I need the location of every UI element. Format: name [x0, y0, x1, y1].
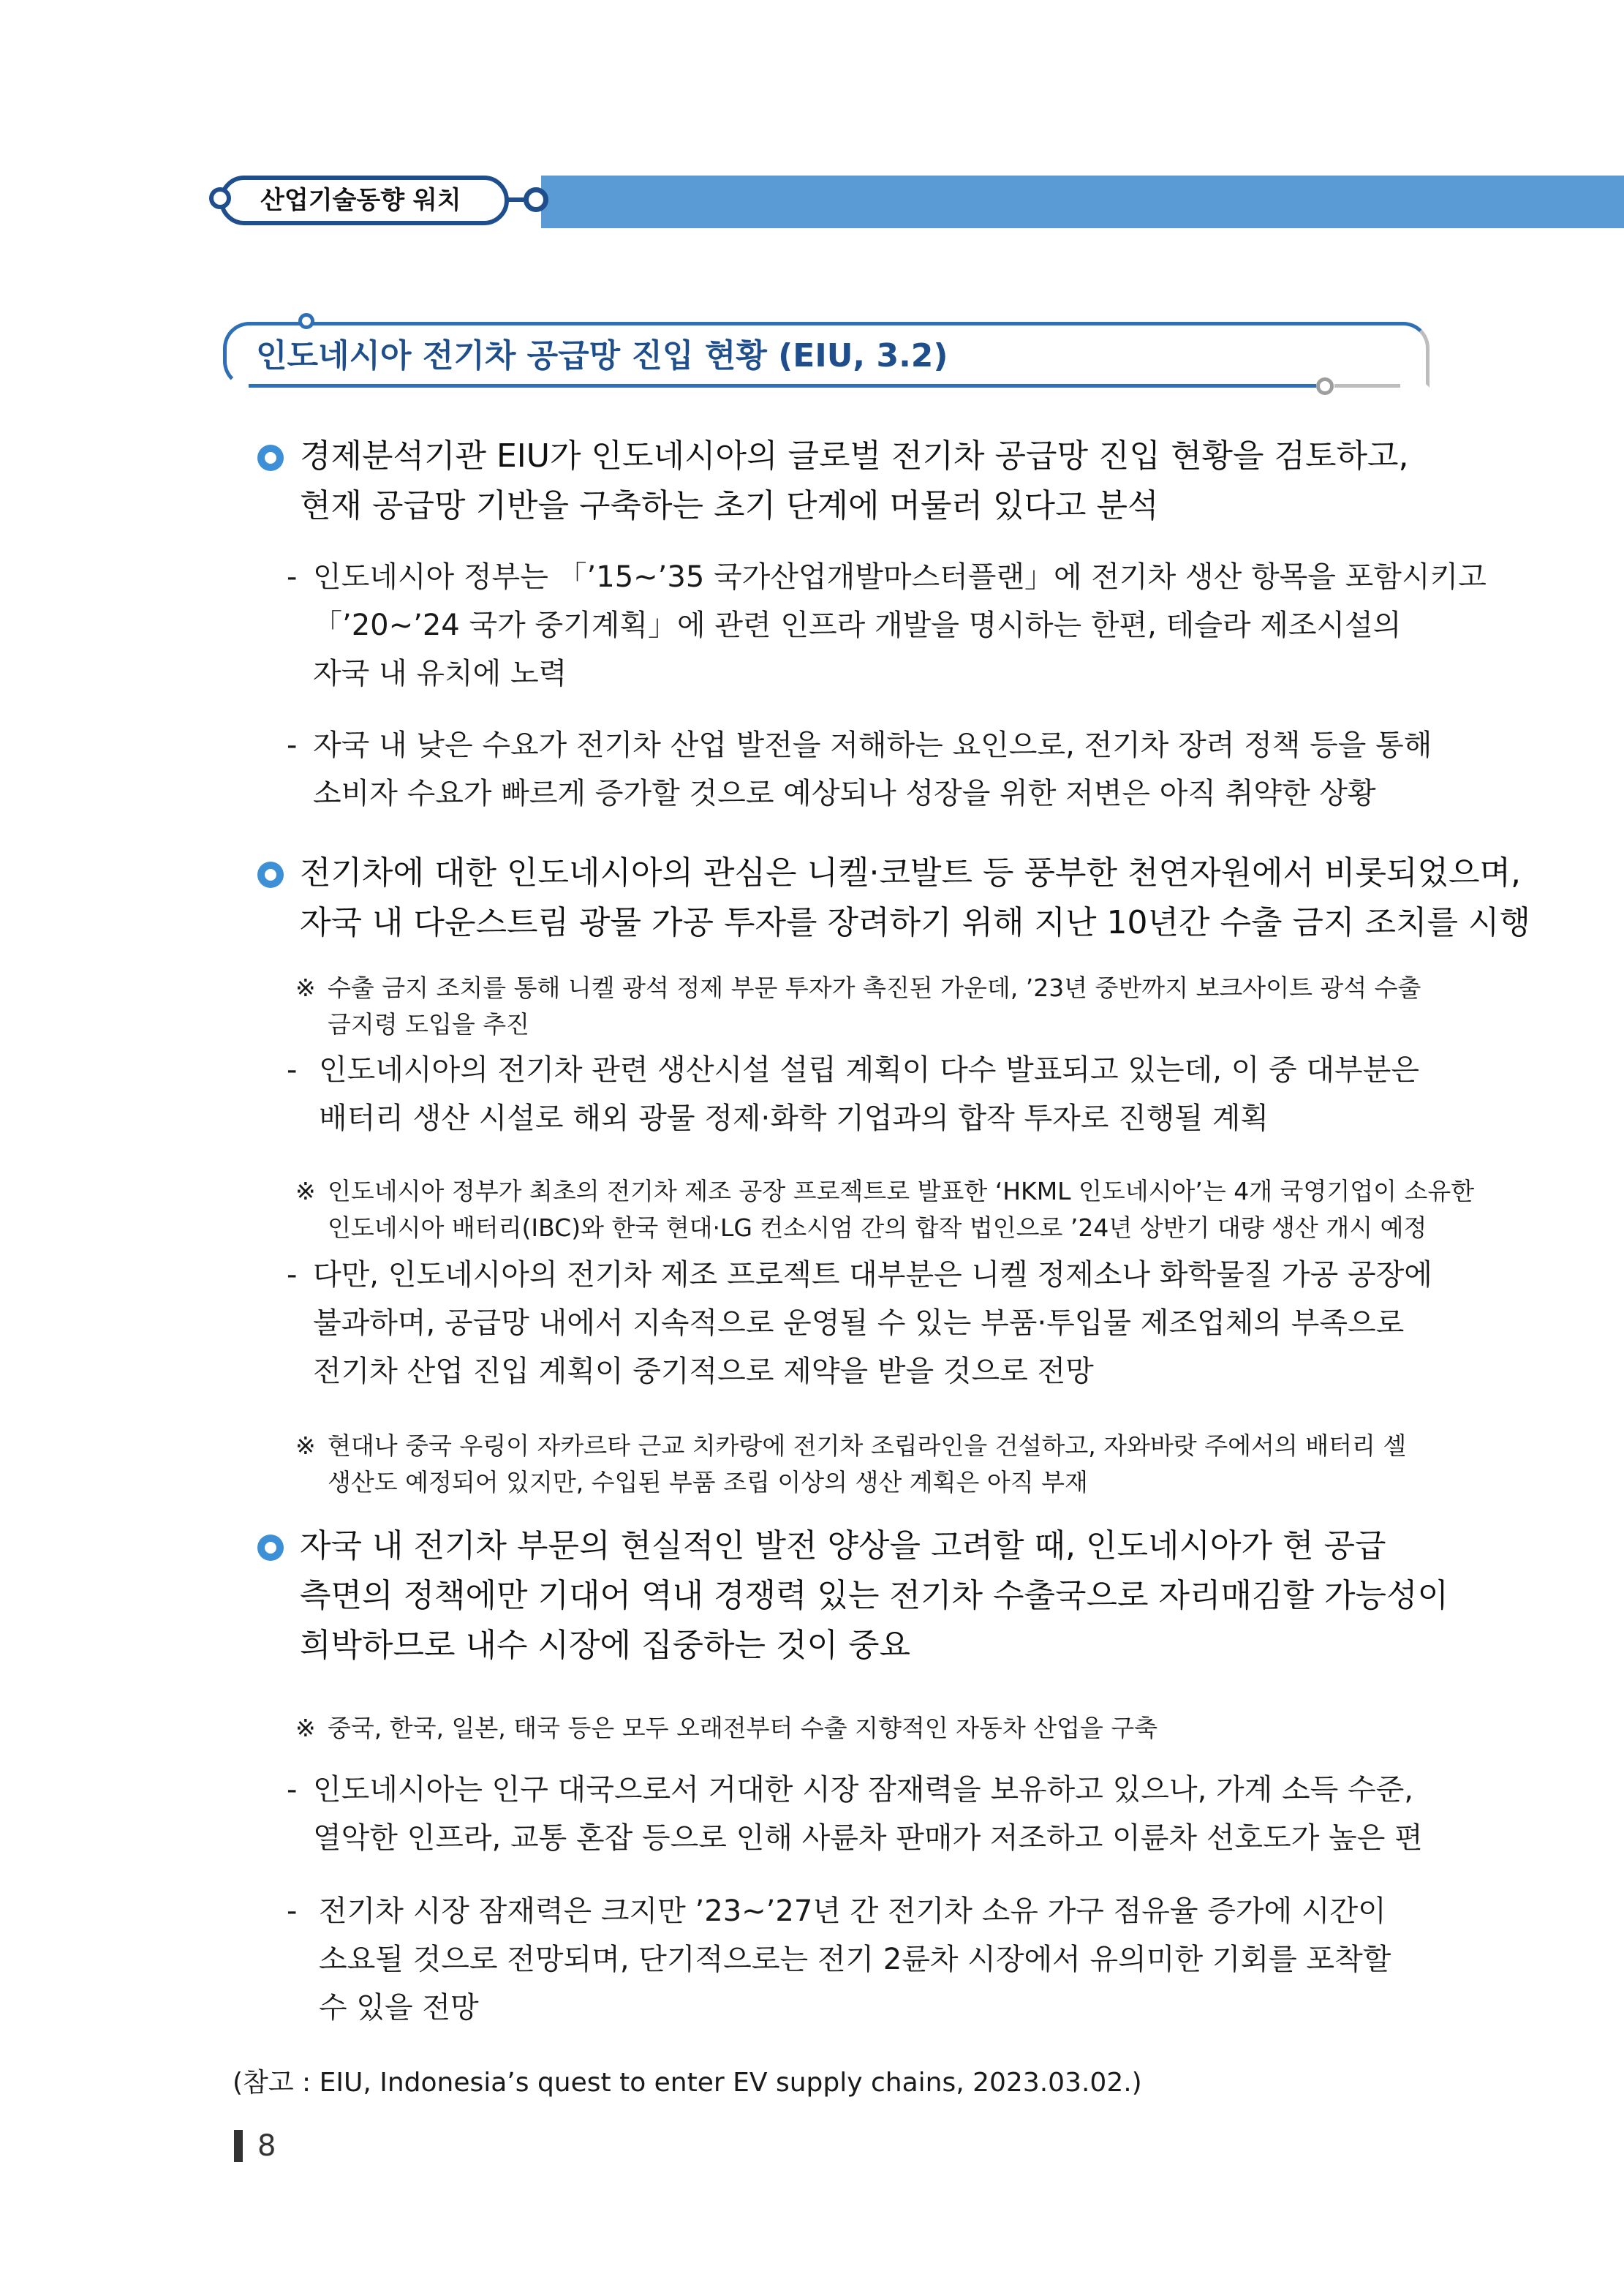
text-line: 다만, 인도네시아의 전기차 제조 프로젝트 대부분은 니켈 정제소나 화학물질 가공 공장에 — [313, 1258, 1432, 1292]
note-paragraph-4 — [328, 1710, 1157, 1747]
text-line: 금지령 도입을 추진 — [328, 1010, 530, 1039]
dash-marker: - — [287, 560, 298, 594]
reference-note: (참고 : EIU, Indonesia’s quest to enter EV supply chains, 2023.03.02.) — [233, 2068, 1142, 2098]
text-line: 소비자 수요가 빠르게 증가할 것으로 예상되나 성장을 위한 저변은 아직 취약한 상황 — [313, 777, 1376, 810]
dash-paragraph-1 — [313, 553, 1487, 698]
text-line: 전기차에 대한 인도네시아의 관심은 니켈·코발트 등 풍부한 천연자원에서 비롯되었으며, — [300, 854, 1522, 892]
dash-marker: - — [287, 1258, 298, 1292]
text-line: 인도네시아 정부가 최초의 전기차 제조 공장 프로젝트로 발표한 ‘HKML 인도네시아’는 4개 국영기업이 소유한 — [328, 1177, 1475, 1205]
text-line: 현대나 중국 우링이 자카르타 근교 치카랑에 전기차 조립라인을 건설하고, 자와바랏 주에서의 배터리 셀 — [328, 1431, 1407, 1460]
text-line: 자국 내 다운스트림 광물 가공 투자를 장려하기 위해 지난 10년간 수출 금지 조치를 시행 — [300, 904, 1530, 941]
dash-marker: - — [287, 1053, 298, 1087]
text-line: 희박하므로 내수 시장에 집중하는 것이 중요 — [300, 1627, 911, 1664]
text-line: 전기차 시장 잠재력은 크지만 ’23~’27년 간 전기차 소유 가구 점유율 증가에 시간이 — [319, 1894, 1386, 1928]
section-title-underline — [249, 384, 1316, 388]
text-line: 인도네시아 배터리(IBC)와 한국 현대·LG 컨소시엄 간의 합작 법인으로 ’24년 상반기 대량 생산 개시 예정 — [328, 1213, 1427, 1242]
bullet-icon — [257, 445, 284, 471]
text-line: 전기차 산업 진입 계획이 중기적으로 제약을 받을 것으로 전망 — [313, 1355, 1094, 1388]
text-line: 수 있을 전망 — [319, 1991, 479, 2025]
dash-paragraph-3 — [319, 1046, 1419, 1142]
dash-marker: - — [287, 728, 298, 762]
header-dot-left — [209, 187, 231, 209]
dash-paragraph-6 — [319, 1887, 1391, 2032]
page-number-bar — [234, 2130, 243, 2162]
text-line: 「’20~’24 국가 중기계획」에 관련 인프라 개발을 명시하는 한편, 테슬라 제조시설의 — [313, 609, 1402, 642]
text-line: 소요될 것으로 전망되며, 단기적으로는 전기 2륜차 시장에서 유의미한 기회를 포착할 — [319, 1943, 1391, 1976]
dash-paragraph-5 — [313, 1766, 1423, 1862]
dash-paragraph-4 — [313, 1251, 1432, 1396]
text-line: 수출 금지 조치를 통해 니켈 광석 정제 부문 투자가 촉진된 가운데, ’23년 중반까지 보크사이트 광석 수출 — [328, 974, 1421, 1002]
bullet-icon — [257, 1535, 284, 1561]
bullet-paragraph-2 — [300, 848, 1530, 948]
note-marker: ※ — [295, 1714, 316, 1742]
header-label: 산업기술동향 워치 — [260, 186, 461, 215]
note-marker: ※ — [295, 1431, 316, 1460]
text-line: 측면의 정책에만 기대어 역내 경쟁력 있는 전기차 수출국으로 자리매김할 가능성이 — [300, 1577, 1449, 1614]
text-line: 배터리 생산 시설로 해외 광물 정제·화학 기업과의 합작 투자로 진행될 계획 — [319, 1102, 1269, 1135]
text-line: 불과하며, 공급망 내에서 지속적으로 운영될 수 있는 부품·투입물 제조업체의 부족으로 — [313, 1306, 1405, 1340]
note-marker: ※ — [295, 1177, 316, 1205]
bullet-paragraph-3 — [300, 1521, 1449, 1671]
text-line: 열악한 인프라, 교통 혼잡 등으로 인해 사륜차 판매가 저조하고 이륜차 선호도가 높은 편 — [313, 1821, 1423, 1855]
text-line: 인도네시아는 인구 대국으로서 거대한 시장 잠재력을 보유하고 있으나, 가계 소득 수준, — [313, 1773, 1413, 1807]
section-title: 인도네시아 전기차 공급망 진입 현황 (EIU, 3.2) — [256, 337, 948, 374]
note-paragraph-2 — [328, 1173, 1474, 1246]
text-line: 생산도 예정되어 있지만, 수입된 부품 조립 이상의 생산 계획은 아직 부재 — [328, 1468, 1088, 1496]
page-number: 8 — [257, 2129, 276, 2163]
bullet-icon — [257, 862, 284, 888]
section-title-dot-bottom — [1316, 377, 1334, 395]
text-line: 현재 공급망 기반을 구축하는 초기 단계에 머물러 있다고 분석 — [300, 487, 1159, 524]
dash-marker: - — [287, 1773, 298, 1807]
bullet-paragraph-1 — [300, 432, 1408, 531]
note-marker: ※ — [295, 974, 316, 1002]
text-line: 경제분석기관 EIU가 인도네시아의 글로벌 전기차 공급망 진입 현황을 검토하고, — [300, 437, 1409, 475]
text-line: 자국 내 유치에 노력 — [313, 657, 567, 690]
text-line: 중국, 한국, 일본, 태국 등은 모두 오래전부터 수출 지향적인 자동차 산업을 구축 — [328, 1714, 1158, 1742]
dash-paragraph-2 — [313, 721, 1432, 818]
header-bar — [541, 176, 1624, 228]
text-line: 자국 내 낮은 수요가 전기차 산업 발전을 저해하는 요인으로, 전기차 장려 정책 등을 통해 — [313, 728, 1432, 762]
text-line: 인도네시아 정부는 「’15~’35 국가산업개발마스터플랜」에 전기차 생산 항목을 포함시키고 — [313, 560, 1487, 594]
note-paragraph-1 — [328, 970, 1421, 1043]
section-title-underline-end — [1334, 384, 1400, 388]
note-paragraph-3 — [328, 1428, 1406, 1501]
section-title-dot-top — [298, 313, 314, 329]
text-line: 인도네시아의 전기차 관련 생산시설 설립 계획이 다수 발표되고 있는데, 이 중 대부분은 — [319, 1053, 1419, 1087]
text-line: 자국 내 전기차 부문의 현실적인 발전 양상을 고려할 때, 인도네시아가 현 공급 — [300, 1527, 1386, 1565]
header-dot-right — [524, 187, 548, 212]
dash-marker: - — [287, 1894, 298, 1928]
